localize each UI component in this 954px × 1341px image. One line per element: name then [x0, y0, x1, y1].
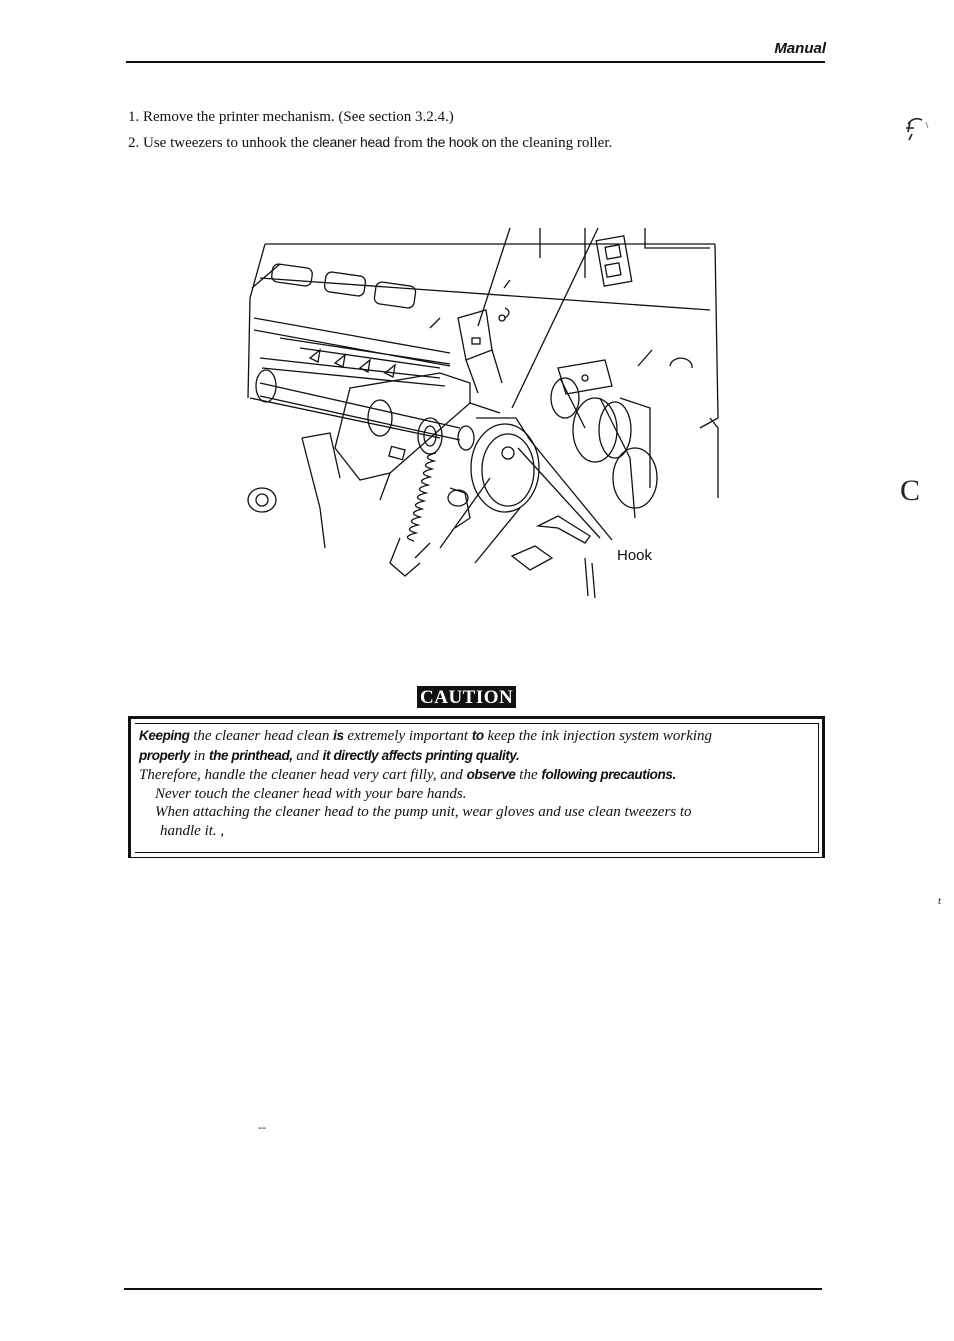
- caution-bold: properly: [139, 748, 190, 763]
- step-1: 1. Remove the printer mechanism. (See section 3.2.4.): [128, 109, 454, 125]
- header-rule: [126, 61, 825, 63]
- caution-text: in: [189, 748, 209, 764]
- caution-bold: Keeping: [139, 728, 190, 743]
- margin-mark-dash: --: [258, 1120, 266, 1134]
- caution-bold: is: [333, 728, 344, 743]
- hook-label: Hook: [617, 547, 653, 564]
- step-2-text: the cleaning roller.: [496, 135, 613, 151]
- caution-line-5: When attaching the cleaner head to the pump unit, wear gloves and use clean tweezers to: [155, 804, 692, 820]
- step-2-hook-on: the hook on: [426, 134, 497, 150]
- header-title: Manual: [774, 40, 826, 57]
- caution-line-4: Never touch the cleaner head with your bare hands.: [155, 786, 467, 802]
- step-2-text: 2. Use tweezers to unhook the: [128, 135, 313, 151]
- caution-line-1: [139, 728, 712, 745]
- step-2-cleaner-head: cleaner head: [312, 134, 390, 150]
- caution-text: and: [292, 748, 323, 764]
- caution-bold: it directly affects printing quality.: [322, 748, 520, 763]
- caution-title: CAUTION: [417, 686, 516, 708]
- margin-mark-c: C: [900, 474, 921, 507]
- margin-mark-t: t: [938, 895, 942, 907]
- caution-text: the cleaner head clean: [189, 728, 334, 744]
- caution-text: the: [515, 767, 542, 783]
- caution-text: keep the ink injection system working: [483, 728, 713, 744]
- caution-bold: to: [471, 728, 484, 743]
- caution-bold: observe: [466, 767, 516, 782]
- cleaner-head-diagram: [240, 218, 740, 600]
- caution-line-2: [139, 748, 519, 765]
- step-2: [128, 134, 612, 152]
- caution-line-3: [139, 767, 676, 784]
- caution-line-6: handle it. ,: [160, 823, 225, 839]
- caution-text: extremely important: [343, 728, 472, 744]
- footer-rule: [124, 1288, 822, 1290]
- caution-bold: the printhead,: [209, 748, 293, 763]
- caution-bold: following precautions.: [541, 767, 676, 782]
- margin-smudge-icon: [904, 114, 932, 144]
- caution-text: Therefore, handle the cleaner head very cart filly, and: [139, 767, 467, 783]
- step-2-text: from: [389, 135, 427, 151]
